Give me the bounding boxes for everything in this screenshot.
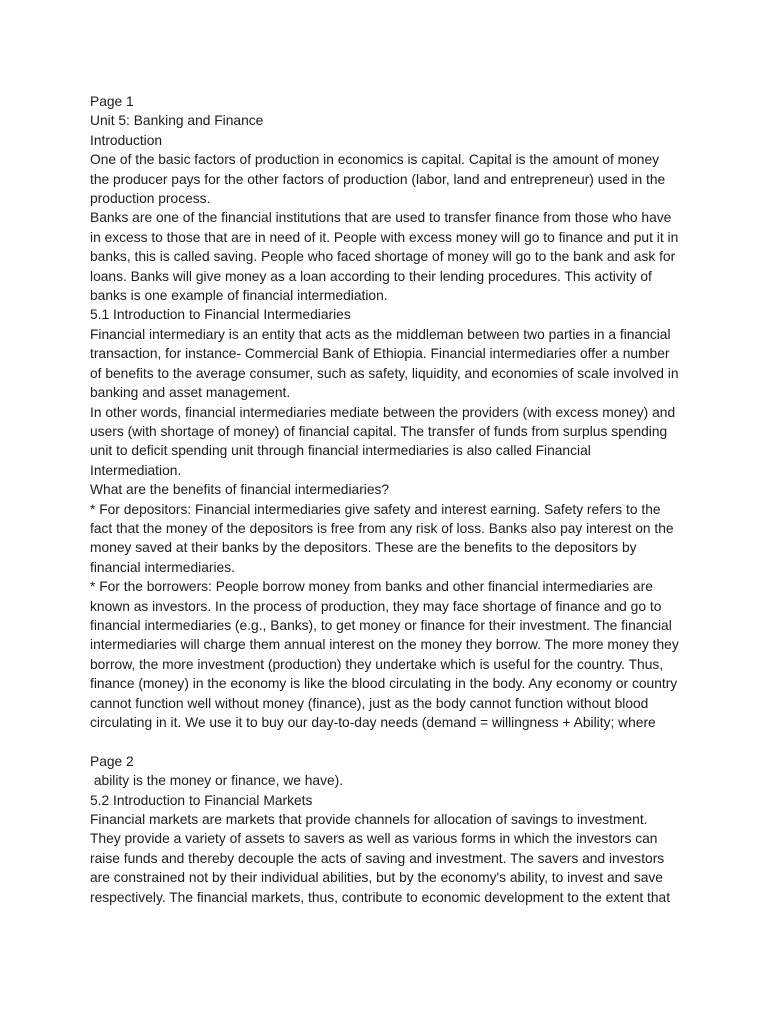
unit-title: Unit 5: Banking and Finance	[90, 113, 264, 129]
question-line: What are the benefits of financial intermediaries?	[90, 482, 390, 498]
bullet-paragraph: * For depositors: Financial intermediaries give safety and interest earning. Safety refers to the fact that the money of the depositors is free from any risk of loss. Banks also pay interest on the money saved at their banks by the depositors. These are the benefits to the depositors by financial intermediaries.	[90, 501, 678, 575]
paragraph: One of the basic factors of production in economics is capital. Capital is the amount of money the producer pays for the other factors of production (labor, land and entrepreneur) used in the production process.	[90, 152, 670, 207]
paragraph: Banks are one of the financial institutions that are used to transfer finance from those who have in excess to those that are in need of it. People with excess money will go to finance and put it in banks, this is called saving. People who faced shortage of money will go to the bank and ask for loans. Banks will give money as a loan according to their lending procedures. This activity of banks is one example of financial intermediation.	[90, 210, 683, 304]
paragraph: Financial markets are markets that provide channels for allocation of savings to investment. They provide a variety of assets to savers as well as various forms in which the investors can raise funds and thereby decouple the acts of saving and investment. The savers and investors are constrained not by their individual abilities, but by the economy's ability, to invest and save respectively. The financial markets, thus, contribute to economic development to the extent that	[90, 812, 671, 905]
section-heading: 5.2 Introduction to Financial Markets	[90, 792, 313, 808]
page-label: Page 2	[90, 753, 134, 769]
bullet-paragraph: * For the borrowers: People borrow money from banks and other financial intermediaries are known as investors. In the process of production, they may face shortage of finance and go to financial intermediaries (e.g., Banks), to get money or finance for their investment. The financial intermediaries will charge them annual interest on the money they borrow. The more money they borrow, the more investment (production) they undertake which is useful for the country. Thus, finance (money) in the economy is like the blood circulating in the body. Any economy or country cannot function well without money (finance), just as the body cannot function without blood circulating in it. We use it to buy our day-to-day needs (demand = willingness + Ability; where	[90, 579, 683, 730]
paragraph: Financial intermediary is an entity that acts as the middleman between two parties in a financial transaction, for instance- Commercial Bank of Ethiopia. Financial intermediaries offer a number of benefits to the average consumer, such as safety, liquidity, and economies of scale involved in banking and asset management.	[90, 326, 683, 401]
document-page	[90, 92, 683, 907]
page-break	[90, 732, 680, 751]
page-label: Page 1	[90, 94, 134, 109]
section-heading: Introduction	[90, 132, 163, 148]
paragraph: In other words, financial intermediaries mediate between the providers (with excess money) and users (with shortage of money) of financial capital. The transfer of funds from surplus spending unit to deficit spending unit through financial intermediaries is also called Financial Intermediation.	[90, 404, 679, 478]
paragraph: ability is the money or finance, we have).	[90, 773, 344, 789]
section-heading: 5.1 Introduction to Financial Intermediaries	[90, 307, 351, 323]
